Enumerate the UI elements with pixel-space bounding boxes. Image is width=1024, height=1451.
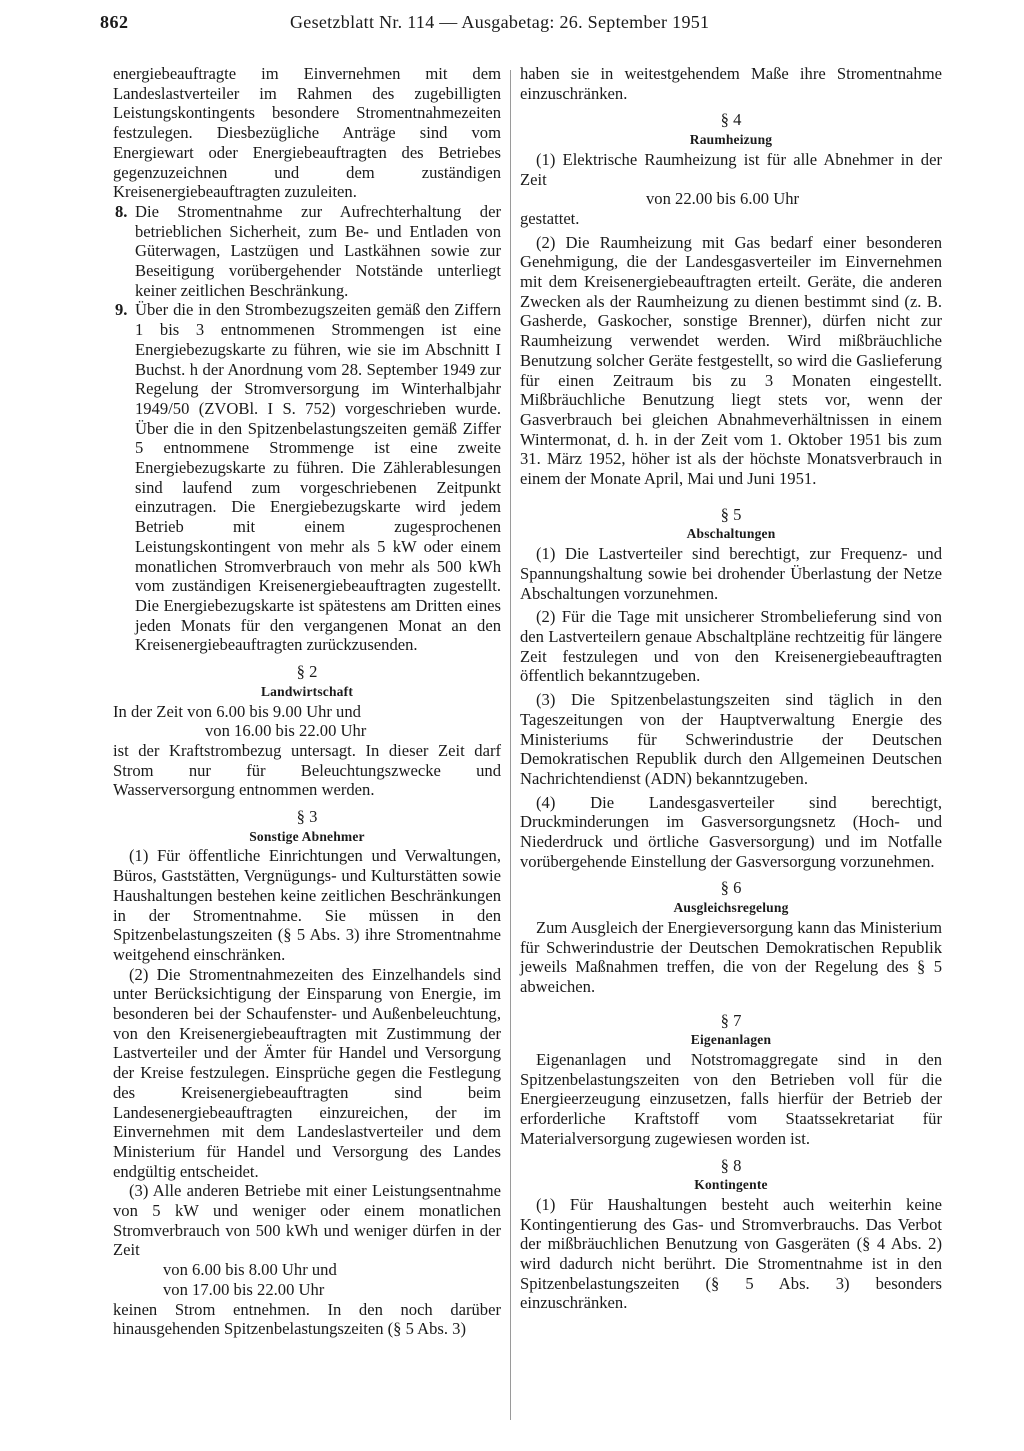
paragraph: keinen Strom entnehmen. In den noch darüber hinausgehenden Spitzenbelastungszeiten (§ 5 Abs. 3) [113,1299,501,1339]
paragraph: (4) Die Landesgasverteiler sind berechtigt, Druckminderungen im Gasversorgungsnetz (Hoch- und Niederdruck und örtliche Gasversorgung) und im Notfalle vorübergehende Einstellung der Gasversorgung vorzunehmen. [520,792,942,871]
continued-paragraph: energiebeauftragte im Einvernehmen mit dem Landeslastverteiler im Rahmen des zugebilligten Leistungskontingents besondere Stromentnahmezeiten festzulegen. Diesbezügliche Anträge sind vom Energiewart oder Energiebeauftragten des Betriebes gegenzuzeichnen und dem zuständigen Kreisenergiebeauftragten zuzuleiten. [113,64,501,202]
paragraph: ist der Kraftstrombezug untersagt. In dieser Zeit darf Strom nur für Beleuchtungszwecke und Wasserversorgung entnommen werden. [113,740,501,800]
section-sign-3: § 3 [296,807,318,827]
page-number: 862 [100,12,129,32]
paragraph: (1) Elektrische Raumheizung ist für alle Abnehmer in der Zeit [520,149,942,189]
list-item-8 [113,202,501,301]
continued-paragraph: haben sie in weitestgehendem Maße ihre Stromentnahme einzuschränken. [520,64,942,103]
paragraph: (1) Für öffentliche Einrichtungen und Verwaltungen, Büros, Gaststätten, Vergnügungs- und Kulturstätten sowie Haushaltungen bestehen keine zeitlichen Beschränkungen in der Stromentnahme. Sie müssen in den Spitzenbelastungszeiten (§ 5 Abs. 3) ihre Stromentnahme weitgehend einschränken. [113,846,501,964]
section-title-7: Eigenanlagen [690,1032,772,1048]
paragraph: (3) Alle anderen Betriebe mit einer Leistungsentnahme von 5 kW und weniger oder einem monatlichen Stromverbrauch von 500 kWh und weniger dürfen in der Zeit [113,1181,501,1260]
running-title: Gesetzblatt Nr. 114 — Ausgabetag: 26. September 1951 [290,12,710,32]
section-title-2: Landwirtschaft [260,683,354,699]
section-title-3: Sonstige Abnehmer [249,828,365,844]
page-header [100,12,945,42]
section-title-6: Ausgleichsregelung [673,900,789,916]
paragraph: gestattet. [520,208,580,228]
section-title-4: Raumheizung [689,132,773,148]
time-line: von 17.00 bis 22.00 Uhr [163,1279,325,1299]
paragraph: (2) Für die Tage mit unsicherer Strombelieferung sind von den Lastverteilern genaue Abschaltpläne rechtzeitig für längere Zeit festzulegen und von den Kreisenergiebeauftragten öffentlich bekanntzugeben. [520,607,942,686]
section-sign-2: § 2 [296,662,318,682]
section-title-8: Kontingente [694,1177,768,1193]
section-sign-6: § 6 [720,878,742,898]
section-sign-5: § 5 [720,504,742,524]
section-title-5: Abschaltungen [686,526,776,542]
time-line: von 6.00 bis 8.00 Uhr und [163,1260,337,1280]
item-number: 8. [115,201,128,221]
item-number: 9. [115,300,128,320]
paragraph: (1) Für Haushaltungen besteht auch weiterhin keine Kontingentierung des Gas- und Stromverbrauchs. Das Verbot der mißbräuchlichen Benutzung von Gasgeräten (§ 4 Abs. 2) wird dadurch nicht berührt. Die Stromentnahme ist in den Spitzenbelastungszeiten (§ 5 Abs. 3) besonders einzuschränken. [520,1194,942,1313]
time-line: In der Zeit von 6.00 bis 9.00 Uhr und [113,701,361,721]
section-sign-7: § 7 [720,1010,742,1030]
paragraph: Eigenanlagen und Notstromaggregate sind in den Spitzenbelastungszeiten von den Betrieben voll für die Energieerzeugung einzusetzen, falls hierfür der Betrieb der erforderliche Kraftstoff vom Staatssekretariat für Materialversorgung zugewiesen worden ist. [520,1050,942,1148]
section-sign-8: § 8 [720,1155,742,1175]
right-column [520,64,942,1313]
item-text: Über die in den Strombezugszeiten gemäß den Ziffern 1 bis 3 entnommenen Strommengen ist eine Energiebezugskarte zu führen, wie sie im Abschnitt I Buchst. h der Anordnung vom 28. September 1949 zur Regelung der Stromversorgung im Winterhalbjahr 1949/50 (ZVOBl. I S. 752) vorgeschrieben wurde. Über die in den Spitzenbelastungszeiten gemäß Ziffer 5 entnommene Strommenge ist eine zweite Energiebezugskarte zu führen. Die Zählerablesungen sind laufend zum vorgeschriebenen Zeitpunkt einzutragen. Die Energiebezugskarte wird jedem Betrieb mit einem zugesprochenen Leistungskontingent von mehr als 5 kW oder einem monatlichen Stromverbrauch von mehr als 500 kWh vom zuständigen Kreisenergiebeauftragten zugestellt. Die Energiebezugskarte ist spätestens am Dritten eines jeden Monats für den vergangenen Monat an den Kreisenergiebeauftragten zurückzusenden. [135,300,501,655]
paragraph: (3) Die Spitzenbelastungszeiten sind täglich in den Tageszeitungen von der Hauptverwaltung Energie des Ministeriums für Schwerindustrie der Deutschen Demokratischen Republik durch den Allgemeinen Deutschen Nachrichtendienst (ADN) bekanntzugeben. [520,690,942,788]
section-sign-4: § 4 [720,110,742,130]
left-column [113,64,501,1339]
time-line: von 16.00 bis 22.00 Uhr [205,721,367,741]
list-item-9 [113,300,501,655]
paragraph: (1) Die Lastverteiler sind berechtigt, zur Frequenz- und Spannungshaltung sowie bei drohender Überlastung der Netze Abschaltungen vorzunehmen. [520,544,942,603]
time-line: von 22.00 bis 6.00 Uhr [646,189,800,209]
paragraph: Zum Ausgleich der Energieversorgung kann das Ministerium für Schwerindustrie der Deutschen Demokratischen Republik jeweils Maßnahmen treffen, die von der Regelung des § 5 abweichen. [520,917,942,996]
paragraph: (2) Die Raumheizung mit Gas bedarf einer besonderen Genehmigung, die der Landesgasverteiler im Einvernehmen mit dem Kreisenergiebeauftragten erteilt. Geräte, die anderen Zwecken als der Raumheizung zu dienen bestimmt sind (z. B. Gasherde, Gaskocher, sonstige Brenner), dürfen nicht zur Raumheizung verwendet werden. Wird mißbräuchliche Benutzung solcher Geräte festgestellt, so wird die Gaslieferung für einen Zeitraum bis zu 3 Monaten eingestellt. Mißbräuchliche Benutzung liegt stets vor, wenn der Gasverbrauch bei gleichen Abnahmeverhältnissen in einem Wintermonat, d. h. in der Zeit vom 1. Oktober 1951 bis zum 31. März 1952, höher ist als der höchste Monatsverbrauch in einem der Monate April, Mai und Juni 1951. [520,232,942,489]
column-divider [510,70,511,1420]
item-text: Die Stromentnahme zur Aufrechterhaltung der betrieblichen Sicherheit, zum Be- und Entladen von Güterwagen, Lastzügen und Lastkähnen sowie zur Beseitigung vorübergehender Notstände unterliegt keiner zeitlichen Beschränkung. [135,201,501,300]
paragraph: (2) Die Stromentnahmezeiten des Einzelhandels sind unter Berücksichtigung der Einsparung von Energie, im besonderen bei der Schaufenster- und Außenbeleuchtung, von den Kreisenergiebeauftragten mit Zustimmung der Lastverteiler und der Ämter für Handel und Versorgung der Kreise festzulegen. Einsprüche gegen die Festlegung des Kreisenergiebeauftragten sind beim Landesenergiebeauftragten einzureichen, der im Einvernehmen mit dem Landeslastverteiler und dem Ministerium für Handel und Versorgung des Landes endgültig entscheidet. [113,964,501,1181]
